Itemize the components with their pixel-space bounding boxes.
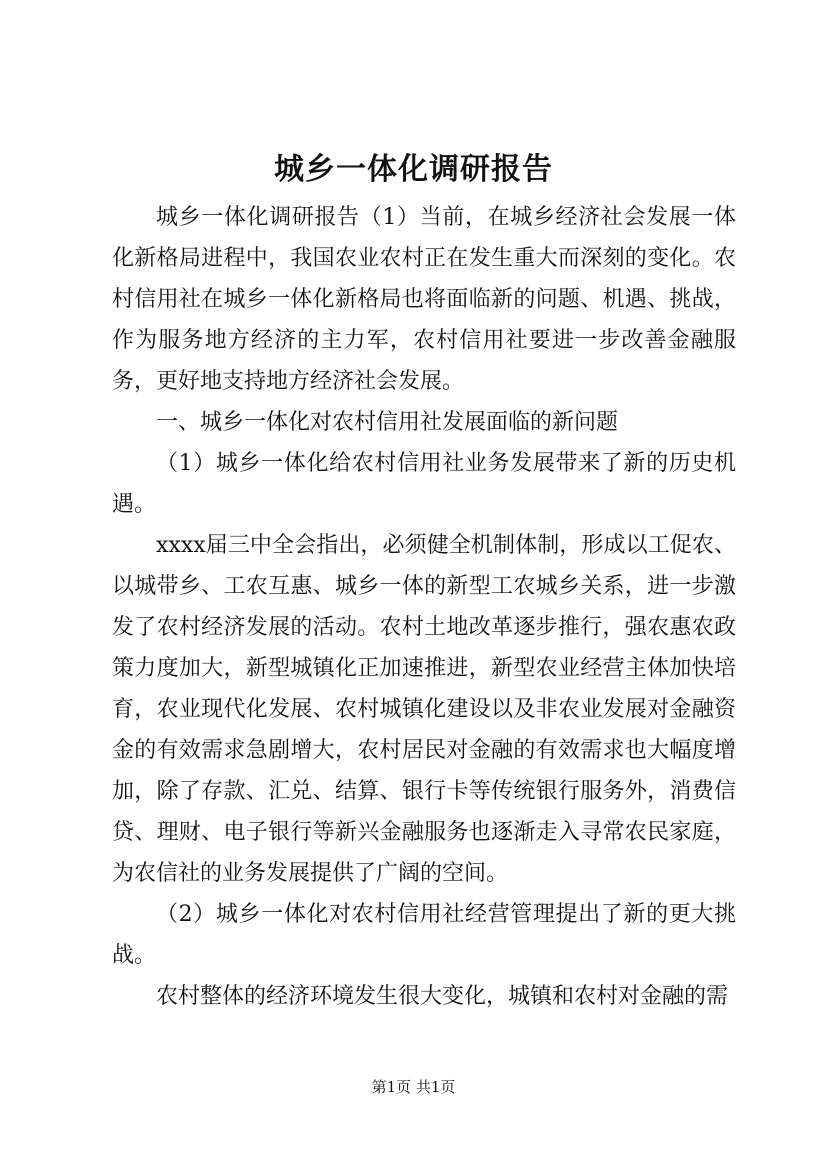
paragraph-body-2: 农村整体的经济环境发生很大变化，城镇和农村对金融的需 bbox=[156, 984, 729, 1009]
subsection-heading-2: （2）城乡一体化对农村信用社经营管理提出了新的更大挑战。 bbox=[112, 902, 736, 968]
document-body bbox=[112, 197, 736, 1017]
document-title: 城乡一体化调研报告 bbox=[274, 152, 553, 187]
paragraph-body-1: xxxx届三中全会指出，必须健全机制体制，形成以工促农、以城带乡、工农互惠、城乡一体的新型工农城乡关系，进一步激发了农村经济发展的活动。农村土地改革逐步推行，强农惠农政策力度加大，新型城镇化正加速推进，新型农业经营主体加快培育，农业现代化发展、农村城镇化建设以及非农业发展对金融资金的有效需求急剧增大，农村居民对金融的有效需求也大幅度增加，除了存款、汇兑、结算、银行卡等传统银行服务外，消费信贷、理财、电子银行等新兴金融服务也逐渐走入寻常农民家庭，为农信社的业务发展提供了广阔的空间。 bbox=[112, 533, 736, 886]
subsection-heading-1: （1）城乡一体化给农村信用社业务发展带来了新的历史机遇。 bbox=[112, 451, 736, 517]
page-footer: 第1页 共1页 bbox=[371, 1078, 456, 1096]
paragraph-intro: 城乡一体化调研报告（1）当前，在城乡经济社会发展一体化新格局进程中，我国农业农村正在发生重大而深刻的变化。农村信用社在城乡一体化新格局也将面临新的问题、机遇、挑战，作为服务地方经济的主力军，农村信用社要进一步改善金融服务，更好地支持地方经济社会发展。 bbox=[112, 205, 736, 394]
section-heading: 一、城乡一体化对农村信用社发展面临的新问题 bbox=[156, 410, 619, 435]
